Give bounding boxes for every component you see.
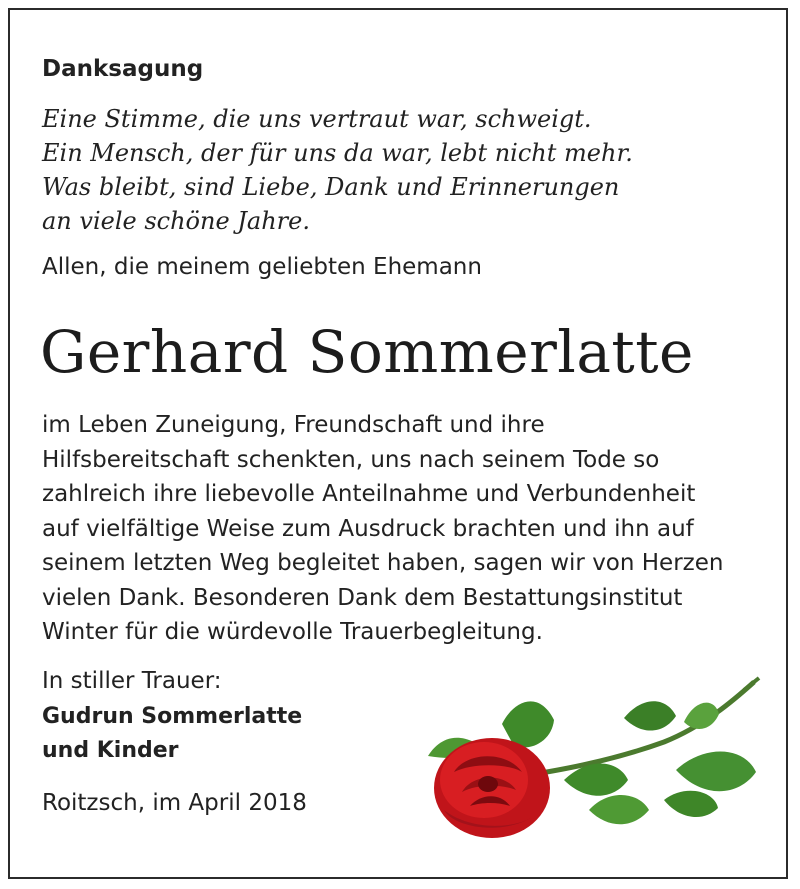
deceased-name: Gerhard Sommerlatte (40, 318, 694, 386)
heading: Danksagung (42, 56, 204, 82)
mourner-name: und Kinder (42, 738, 179, 763)
body-line: Winter für die würdevolle Trauerbegleitung. (42, 619, 543, 645)
intro-text: Allen, die meinem geliebten Ehemann (42, 254, 482, 280)
poem (42, 102, 742, 238)
obituary-notice (8, 8, 788, 879)
mourner-name: Gudrun Sommerlatte (42, 704, 303, 729)
body-line: Hilfsbereitschaft schenkten, uns nach seinem Tode so (42, 446, 660, 473)
poem-line: Ein Mensch, der für uns da war, lebt nicht mehr. (42, 139, 633, 167)
red-rose-image (414, 660, 774, 860)
body-line: zahlreich ihre liebevolle Anteilnahme und Verbundenheit (42, 481, 696, 507)
body-text (42, 408, 772, 650)
mourning-label: In stiller Trauer: (42, 668, 222, 694)
body-line: vielen Dank. Besonderen Dank dem Bestattungsinstitut (42, 584, 683, 611)
poem-line: Eine Stimme, die uns vertraut war, schweigt. (42, 105, 592, 133)
poem-line: an viele schöne Jahre. (42, 207, 310, 235)
body-line: seinem letzten Weg begleitet haben, sagen wir von Herzen (42, 550, 724, 576)
place-date: Roitzsch, im April 2018 (42, 790, 307, 816)
body-line: im Leben Zuneigung, Freundschaft und ihre (42, 412, 545, 438)
body-line: auf vielfältige Weise zum Ausdruck brachten und ihn auf (42, 515, 694, 542)
poem-line: Was bleibt, sind Liebe, Dank und Erinnerungen (42, 173, 620, 201)
